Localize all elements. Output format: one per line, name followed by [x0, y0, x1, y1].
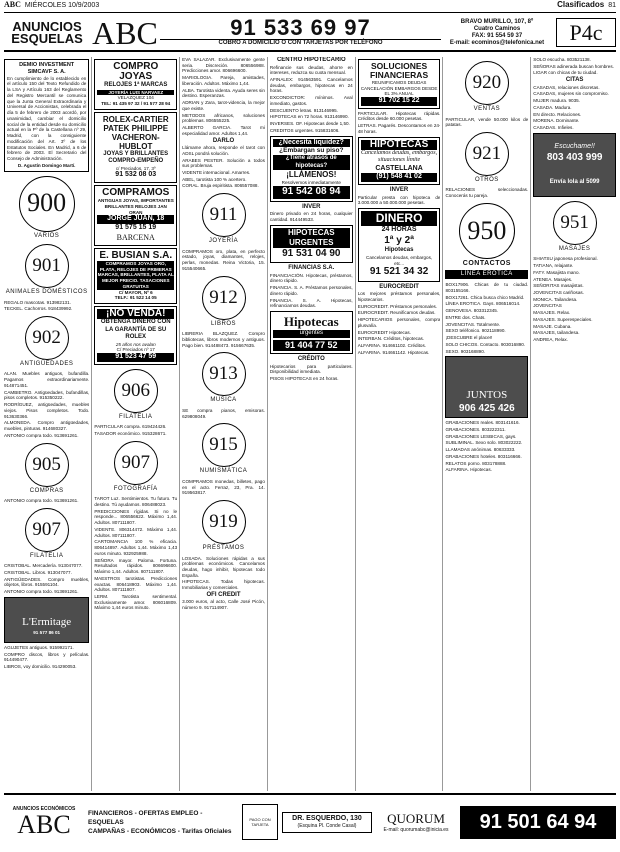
ad-phone: 91 523 47 59 [97, 353, 174, 362]
category-number: 911 [202, 193, 246, 237]
ad: TATIANA, relajante. [533, 263, 574, 269]
ad: BOX17906. Chicas de tu ciudad. 803155166. [445, 282, 529, 293]
ad: ALBA. Tarotista videnta. Ayuda seres sin destino. Esperanzas. [182, 87, 265, 99]
ad-text: Cancelamos deudas, embargos, etc... [366, 254, 433, 266]
category-906 [94, 369, 177, 422]
ad-title: HIPOTECAS [361, 140, 438, 150]
address-fax: FAX: 91 554 59 37 [471, 32, 523, 39]
category-number: 951 [553, 201, 597, 245]
ad-heading: CITAS [565, 77, 584, 84]
category-label: NUMISMÁTICA [199, 468, 248, 475]
ad: PREDICCIONES rígidas. Si no le responde... 806556622. Máximo 1,44. Adultos. 807111807. [94, 508, 178, 526]
ad-heading: FINANCIAS S.A. [288, 265, 335, 272]
ad: 3.000 euros, al acto, Calle José Picón, número 9. 917114907. [182, 599, 265, 611]
notice-text: En cumplimiento de lo establecido en el artículo 150 del Texto Refundido de la LSA y Artículo 163 del Reglamento del Registro Mercantil se comunica que la Junta General Extraordinaria y Universal de Accionistas, celebrada el día 5 de febrero de 2003 acordó, por unanimidad, cambiar el domicilio social de la entidad desde su domicilio actual en la Pº de la Castellana nº 29, Madrid, con la consiguiente modificación del Art. 3º de los Estatutos Sociales. En Madrid, a 6 de febrero de 2003. El Secretario del Consejo de Administración. [7, 75, 87, 162]
footer-address [282, 812, 372, 833]
category-number: 900 [19, 176, 75, 232]
ad-phone: 91 531 04 90 [282, 247, 341, 259]
column-1 [4, 57, 89, 791]
category-number: 902 [25, 316, 69, 360]
category-number: 913 [202, 352, 246, 396]
ad: FINANCIA. S. A. Hipotecas, refinanciamos deudas. [269, 297, 353, 309]
ad: CASADAS, relaciones discretas. [533, 84, 600, 90]
ad: COMPRAMOS monedas, billetes, pago en el acto. Ferraz, 23, Pra. 14. 919563817. [182, 478, 265, 496]
ad: PARTICULAR, vende 50.000 kilos de patatas. [445, 116, 529, 128]
ad-title: ROLEX-CARTIER PATEK PHILIPPE VACHERON-HUBLOT [102, 114, 169, 151]
ad: TAROT Luz. Sentimientos. Tu futuro. Tu destino. Tú ayudamos. 806488023. [94, 496, 178, 507]
ad-heading: CENTRO HIPOTECARIO [276, 57, 346, 63]
abc-logo: ABC [92, 14, 158, 51]
ad: LETRAS. Pagarés. Descontamos en 24-48 horas. [357, 123, 441, 134]
juntos-ad [445, 356, 528, 418]
ad: LIGAR con chicas de tu ciudad. [533, 70, 598, 76]
ad-subtitle: 24 HORAS [381, 226, 417, 234]
hipotecas-ad-2 [270, 311, 353, 354]
ad-call: ¡LLÁMENOS! [286, 170, 337, 180]
footer-line-2: CAMPAÑAS - ECONÓMICOS - Tarifas Oficiales [88, 827, 232, 835]
card-payment-badge: PAGO CON TARJETA [242, 804, 278, 840]
ad: ABEL, tarotista 100 % acertero. [182, 176, 247, 182]
category-label: VARIOS [34, 232, 60, 239]
ad: ALBERTO GARCIA. Tarot mi especialidad amor. Adultos 1,44. [182, 125, 265, 136]
ad-sms: Envía lola al 5099 [549, 178, 600, 185]
ad-phone: 91 702 15 22 [361, 97, 438, 106]
ad: SEÑORA mayor. Paloma. Fortuna. Resultados rápidos. 806696600. Máximo 1,44. Adultos. 807111807. [94, 557, 178, 575]
ad: EVA SALAZAR. Exclusivamente gente seria. Discreción. 806556988. Predicciones amor. 806696600. [182, 57, 265, 74]
ad: ALAN. Muebles antiguos, bufandilla. Pagamos extraordinariamente. 914871451. [4, 371, 90, 388]
ad-text: OBTENGA DINERO CON LA GARANTÍA DE SU ROLEX [100, 319, 171, 341]
ad: MASAJES. Relax. [533, 310, 571, 316]
ad: CAMBIETRO. Antigüedades, bufandillas, pisos completos. 915350222. [4, 389, 90, 401]
ad: SOLO escucha. 803521138. [533, 57, 591, 62]
column-5 [355, 57, 441, 791]
footer-logo-block [4, 806, 84, 838]
ad: HIPOTECAS. Todas hipotecas. Inmobiliarias y comerciales. [182, 579, 265, 591]
ad-company: CASTELLANA [375, 164, 423, 172]
rolex-ad [94, 112, 177, 183]
footer-address-street: DR. ESQUERDO, 130 [292, 814, 362, 822]
category-title: CONTACTOS [462, 259, 511, 267]
ad: HIPOTECARIOS personales, compra plusvalía. [357, 317, 441, 328]
notice-title: DEMIO INVESTMENT SIMCAVF S. A. [19, 62, 75, 75]
category-number: 920 [465, 61, 509, 105]
ad: PARTICULAR compra. 619424426. [94, 424, 167, 430]
ad: AFINALEX: 914563591. Cancelamos deudas, embargos, hipotecas en 24 horas. [269, 76, 353, 94]
masthead-title: ANUNCIOS ESQUELAS [11, 18, 83, 46]
footer-label: ANUNCIOS ECONÓMICOS [12, 805, 76, 812]
footer-address-sub: (Esquina Pl. Conde Casal) [297, 823, 357, 830]
ad: LIBROS, voy domicilio. 914290053. [4, 664, 77, 670]
ad: HIPOTECAS en 72 horas. 913146990. [269, 114, 349, 120]
column-7 [530, 57, 616, 791]
category-number: 906 [114, 369, 158, 413]
ad: ENTRE dos. Chats. [445, 314, 486, 320]
ad: PISOS HIPOTECAS en 24 horas. [269, 376, 339, 382]
ad: SOLO CHICOS. Contacto. 903016890. [445, 341, 526, 347]
ad-heading: INVER [389, 187, 409, 194]
ad: INTERBAN. Créditos, hipotecas. [357, 336, 425, 342]
dinero-ad [358, 208, 441, 282]
ad: Particular presta con hipoteca de 3.000.000 a 50.000.000 pesetas. [357, 194, 441, 206]
footer-abc-logo: ABC [17, 810, 71, 840]
ad-phone: TELF.: 91 522 14 05 [114, 295, 157, 301]
ad: SEXO teléfonico. 902118990. [445, 328, 506, 334]
ad: DESCUENTO letras. 913146995. [269, 107, 338, 113]
ad-address: C/ Preciados nº 17 [116, 347, 155, 353]
ad: MUJER madura. 9035. [533, 98, 580, 104]
ad: RODRÍGUEZ, antigüedades, muebles viejos. Pisos completos. Todo. 913630366. [4, 402, 90, 419]
category-900 [4, 176, 89, 241]
phone-number: 91 533 69 97 [230, 15, 371, 41]
category-label: LÍNEA ERÓTICA [445, 270, 528, 280]
category-902 [4, 316, 89, 369]
section-name: Clasificados [557, 0, 605, 10]
ad: ATENEA. Masajes. [533, 276, 573, 282]
ad: FINANCIA. S. A. Préstamos personales, dinero rápido. [269, 285, 353, 296]
phone-subtitle: COBRO A DOMICILIO O CON TARJETAS POR TELÉFONO [160, 39, 441, 48]
category-label: COMPRAS [29, 487, 64, 494]
ad: ANTIGÜEDADES. Compro muebles, objetos, libros. 915591104. [4, 576, 90, 588]
category-920 [445, 61, 528, 114]
ermitage-title: L'Ermitage [22, 615, 72, 628]
ad: ARABES PESTER. Solución a todos sus problemas. [182, 157, 265, 169]
ad: MONICA. Tailandesa. [533, 296, 578, 302]
date: MIÉRCOLES 10/9/2003 [24, 2, 100, 10]
castellana-ad [358, 137, 441, 186]
ad-phone: 91 532 08 03 [115, 171, 157, 179]
ad: METODOS africanos, soluciones problemas. 806555225. [182, 112, 265, 124]
ad-address: JORGE JUAN, 18 [97, 215, 174, 224]
legal-notice [4, 59, 89, 172]
newspaper-page [4, 0, 616, 849]
category-905 [4, 443, 89, 496]
category-913 [182, 352, 265, 405]
ad-question: ¿Embargan su piso? [279, 147, 344, 155]
ad: COMPRO discos, libros y películas. 914490477. [4, 651, 90, 663]
hipotecas-urgentes-ad [270, 225, 353, 264]
category-number: 907 [25, 508, 69, 552]
ad: LIBRERIA BLAZQUEZ. Compro bibliotecas, libros modernos y antiguos. Pago bien. 914488473. 915667635. [182, 331, 265, 348]
ad: CASADA. Madura. [533, 104, 572, 110]
masthead-phone [160, 17, 441, 48]
ad: MASAJES. Superespeciales. [533, 316, 593, 322]
category-label: PRÉSTAMOS [202, 545, 245, 551]
ad: MASAJES, tailandesa. [533, 330, 580, 336]
category-901 [4, 244, 89, 297]
category-921 [445, 132, 528, 185]
ad-heading: CRÉDITO [297, 356, 325, 363]
ad: SEÑORITAS masajistas. [533, 283, 584, 289]
ad: GENOVESA. 803312345. [445, 308, 499, 314]
category-label: FOTOGRAFÍA [113, 485, 158, 492]
ad: COMPRAMOS oro, plata, en perfecto estado, joyas, diamantes, relojes, perlas, monedas. Reina Victoria, 15. 915540665. [182, 248, 265, 271]
ad-phone: 91 575 15 19 [115, 224, 157, 232]
ad: ADRIAN y Zara, tarot-videncia, la mejor que existe. [182, 100, 265, 111]
ad-phone: 91 404 77 52 [273, 340, 350, 351]
address-metro: Cuatro Caminos [473, 25, 521, 32]
column-3 [179, 57, 265, 791]
ad: TASADOR económico. 915328671. [94, 430, 167, 436]
ad-title: ¿Necesita liquidez? [273, 139, 350, 148]
rolex-pawn-ad [94, 306, 177, 365]
ad-heading: INVER [302, 203, 321, 210]
liquidez-ad [270, 136, 353, 202]
ad: ANTONIO compra todo. 913691261. [4, 589, 79, 595]
notice-sign: D. Agustín Domingo Martí. [17, 162, 76, 168]
right-badge: P4c [556, 18, 616, 48]
ad: GRABACIONES LESBICAS, gays. [445, 433, 517, 439]
ad-title: Hipotecas [283, 314, 339, 330]
ad: SEÑORAS adinerada buscan hombres. [533, 63, 614, 69]
category-label: ANTIGÜEDADES [20, 360, 74, 367]
ad-hipotecas: Hipotecas [384, 247, 414, 254]
category-number: 912 [202, 276, 246, 320]
ad-phone: 91 542 08 94 [273, 186, 350, 199]
category-number: 905 [25, 443, 69, 487]
ad: ANTONIO compra todo. 913691261. [4, 432, 79, 438]
ad-subtitle: 25 años nos avalan [115, 341, 156, 347]
ad-sub: Resolvemos inmediatamente [281, 180, 341, 186]
ad: GRABACIONES. 803222311. [445, 427, 506, 432]
ad: ¡DESCUBRE el placer! [445, 335, 493, 341]
ad: ALFARINA. Hipotecas. [445, 467, 492, 473]
quorum-email: E-mail: quorumabc@inicia.es [383, 827, 449, 833]
category-label: ANIMALES DOMÉSTICOS [5, 289, 88, 295]
ad: CARTOMANCIA 100 % eficacia. 806414897. Adultos 1,44. Máximo 1,43 euros minuto. 932925988. [94, 539, 178, 556]
category-label: JOYERÍA [208, 238, 239, 245]
escuchame-ad [533, 133, 616, 197]
ad: JOVENCITAS cariñosas. [533, 290, 584, 296]
ad: EN directo. Relaciones. [533, 111, 582, 117]
ad-phone: 91 521 34 32 [369, 266, 429, 278]
ad: RELATOS porno. 803178888. [445, 460, 507, 466]
page-footer [4, 793, 616, 849]
ad: SUBLIMINAL. Sexo solo. 803022222. [445, 440, 523, 446]
ad: LÍNEA EROTICA. Gays. 806516014. [445, 301, 521, 307]
ad-title: HIPOTECAS URGENTES [273, 228, 350, 248]
ad-phone: (91) 548 41 02 [361, 173, 438, 182]
ad: INVERSES. OF. Hipotecas desde 1,50. [269, 121, 350, 127]
ad: Llámame ahora, responde el tarot con ADSL pondrá solución. [182, 145, 265, 156]
columns [4, 57, 616, 791]
quorum-name: QUORUM [387, 810, 445, 826]
ad: SHIATSU japonesa profesional. [533, 256, 598, 262]
ad: TECKEL. Cachorros. 918439992. [4, 306, 73, 312]
category-label: MASAJES [558, 245, 591, 252]
ad-address: c/ Preciados, 17, 3º [115, 165, 156, 171]
category-907b [94, 441, 177, 494]
category-label: VENTAS [473, 106, 501, 112]
ad-address: VELAZQUEZ 104 [117, 95, 154, 101]
ad-heading: EUROCREDIT [379, 283, 419, 290]
ad: MORENA. Dominante. [533, 118, 580, 124]
compro-joyas-ad [94, 59, 177, 110]
ad: Los mejores préstamos personales, hipotecarios. [357, 291, 441, 302]
ad-title: DINERO [361, 211, 438, 226]
ad: GRABACIONES reales. 803141616. [445, 420, 520, 426]
ad: REGALO mascotas. 913982131. [4, 299, 71, 305]
masthead-address [441, 19, 553, 47]
ad: CREDITOS urgentes. 915831606. [269, 127, 340, 133]
masthead [4, 15, 616, 52]
category-950 [445, 203, 528, 279]
page-header [4, 0, 616, 13]
ad: SEXO. 903168890. [445, 348, 486, 354]
category-number: 921 [465, 132, 509, 176]
ad: EUROCREDIT. Reunificamos deudas. [357, 310, 436, 316]
ad-title: SOLUCIONES FINANCIERAS [370, 61, 429, 80]
ad: FINANCIACIÓN. Hipotecas, préstamos, dinero rápido. [269, 272, 353, 284]
footer-line-1: FINANCIEROS - OFERTAS EMPLEO - ESQUELAS [88, 809, 203, 826]
ad: MARIOLOGIA. Pareja, amistades, liberación. Adultos. Máximo 1,44. [182, 75, 265, 86]
ad: CRISTOBAL. Mercadería. 913047077. [4, 563, 83, 569]
footer-phone: 91 501 64 94 [460, 806, 616, 839]
ad-text: COMPRAMOS JOYAS ORO, PLATA, RELOJES DE PRIMERAS MARCAS, BRILLANTES, PLATA AL MEJOR PRECIO. TASACIONES GRATUITAS [97, 260, 174, 289]
ad: EXCONDICTOR: mínimos. Aval inmediato, gastos. [269, 95, 353, 106]
category-number: 915 [202, 423, 246, 467]
ermitage-phone: 91 577 86 01 [33, 629, 61, 635]
ad-company: JOYERÍA LUIS NARVAEZ [97, 90, 174, 96]
category-911 [182, 193, 265, 246]
ad-heading: DARLO [212, 137, 235, 144]
ad-rank: 1ª y 2ª [384, 234, 414, 246]
ad-title: JUNTOS [466, 389, 508, 402]
ad: ANTONIO compra todo. 913691261. [4, 498, 79, 504]
address-street: BRAVO MURILLO, 107, 8º [460, 18, 534, 25]
ad-phone: 803 403 999 [546, 152, 603, 164]
category-number: 950 [459, 203, 515, 259]
ad: JOVENCITAS [533, 303, 562, 309]
ermitage-ad [4, 597, 89, 643]
category-915 [182, 423, 265, 476]
ad: LLAMADAS anónimas. 80633333. [445, 447, 516, 453]
ad: ANDREA, Relax. [533, 337, 568, 343]
ad: AGUJETES antiguos. 915992171. [4, 644, 74, 650]
ad: CORAL. Bruja espiritista. 806557088. [182, 183, 259, 189]
ad-subtitle: urgentes [273, 330, 350, 338]
ad: MAESTROS tarotistas. Predicciones exactas. 806418903. Máximo 1,44. Adultos. 807111807. [94, 575, 178, 593]
ad: EUROCREDIT. Préstamos personales. [357, 303, 438, 309]
page-number: 81 [608, 2, 616, 10]
ad: CASADAS. Infieles. [533, 125, 574, 131]
busian-ad [94, 248, 177, 304]
ad: ALFARINA. 914661102. Créditos. [357, 343, 427, 349]
ad: VIDENTE. 806314472. Máximo 1,44. Adultos. 807111807. [94, 526, 178, 538]
ad: ALFARINA. 914661142. Hipotecas. [357, 349, 430, 355]
ad-address: C/ MAYOR, Nº 6 [118, 289, 153, 295]
ad-phone: TEL: 91 435 97 32 / 91 577 28 94 [101, 100, 171, 106]
column-2 [91, 57, 177, 791]
ad-subtitle: ANTIGUAS JOYAS, IMPORTANTES BRILLANTES RELOJES JAN ORAN [97, 198, 174, 215]
category-951 [533, 201, 616, 254]
ad-heading: OFI CREDIT [206, 591, 241, 598]
ad: EUROCREDIT Hipotecas. [357, 329, 411, 335]
address-email: E-mail: ecominos@telefonica.net [449, 39, 545, 46]
ad-brand: BARCENA [116, 232, 155, 242]
paper-name: ABC [4, 0, 21, 10]
ad-title: COMPRAMOS [102, 187, 170, 199]
ad-question-2: ¿Tiene atrasos de hipotecas? [273, 155, 350, 170]
ad: RELACIONES seleccionadas. Conocerás tu pareja. [445, 187, 529, 199]
ad: Refinancie sus deudas, ahorre en intereses, reduzca su cuota mensual. [269, 64, 353, 76]
ad-subtitle: JOYAS Y BRILLANTES COMPRO-EMPEÑO [103, 150, 169, 165]
category-907 [4, 508, 89, 561]
category-label: FILATELIA [29, 552, 64, 559]
ad-phone: 906 425 426 [459, 402, 515, 414]
footer-services [88, 809, 238, 836]
category-number: 901 [25, 244, 69, 288]
ad: ALMONEDA. Compro antigüedades, muebles, pinturas. 914680327. [4, 420, 90, 432]
ad: FATY. Masajista mano. [533, 269, 580, 275]
ad: LOSADA. Soluciones rápidas a sus problemas económicos. Cancelamos deudas, hago inhibir, hipotecas todo España. [182, 555, 265, 578]
ad: MASAJE. Cubana. [533, 323, 572, 329]
ad: GRABACIONES hoteles. 803116666. [445, 453, 522, 459]
ad: VIDENTE internacional. Amarres. [182, 169, 251, 175]
category-number: 907 [114, 441, 158, 485]
category-label: LIBROS [211, 320, 237, 327]
category-number: 919 [202, 500, 246, 544]
ad: BOX17261. Chica busca chico Madrid. [445, 294, 525, 300]
soluciones-ad [358, 59, 441, 109]
ad-subtitle: REUNIFICAMOS DEUDAS CANCELACIÓN EMBARGOS DESDE EL 3% ANUAL [360, 80, 438, 97]
ad-subtitle: RELOJES 1ª MARCAS [104, 82, 168, 88]
ad: PARTICULAR. Hipotecas rápidas. Créditos desde 60.000 pesetas. [357, 110, 441, 122]
ad: Hipotecarios para particulares. Disponibilidad inmediata. [269, 363, 353, 375]
category-label: MÚSICA [210, 397, 237, 404]
ad: Dinero privado en 24 horas, cualquier cantidad. 914449533. [269, 211, 353, 222]
ad: SE compra pianos, emisoras. 629808049. [182, 407, 265, 419]
ad-title: COMPRO JOYAS [113, 61, 159, 82]
ad-text: Cancelamos deudas, embargos, situaciones límite [361, 149, 438, 164]
category-label: OTROS [474, 176, 499, 183]
column-4 [267, 57, 353, 791]
category-919 [182, 500, 265, 553]
ad: JOVENCITAS. Totalmente. [445, 321, 501, 327]
ad-title: E. BUSIAN S.A. [99, 249, 173, 261]
column-6 [442, 57, 528, 791]
ad-title: ¡NO VENDA! [97, 309, 174, 319]
category-label: FILATELIA [119, 413, 153, 420]
category-912 [182, 276, 265, 329]
quorum-logo [376, 811, 456, 834]
compramos-ad [94, 185, 177, 246]
ad: LERM. Tarotista sentimental. Exclusivamente amor. 806016809. Máximo 1,44 euros minuto. [94, 593, 178, 611]
ad: CRISTOBAL. Libros. 913047077. [4, 570, 72, 576]
ad-title: Escuchame!! [554, 143, 595, 151]
ad: CASADAS, mujeres sin compromiso. [533, 91, 609, 97]
